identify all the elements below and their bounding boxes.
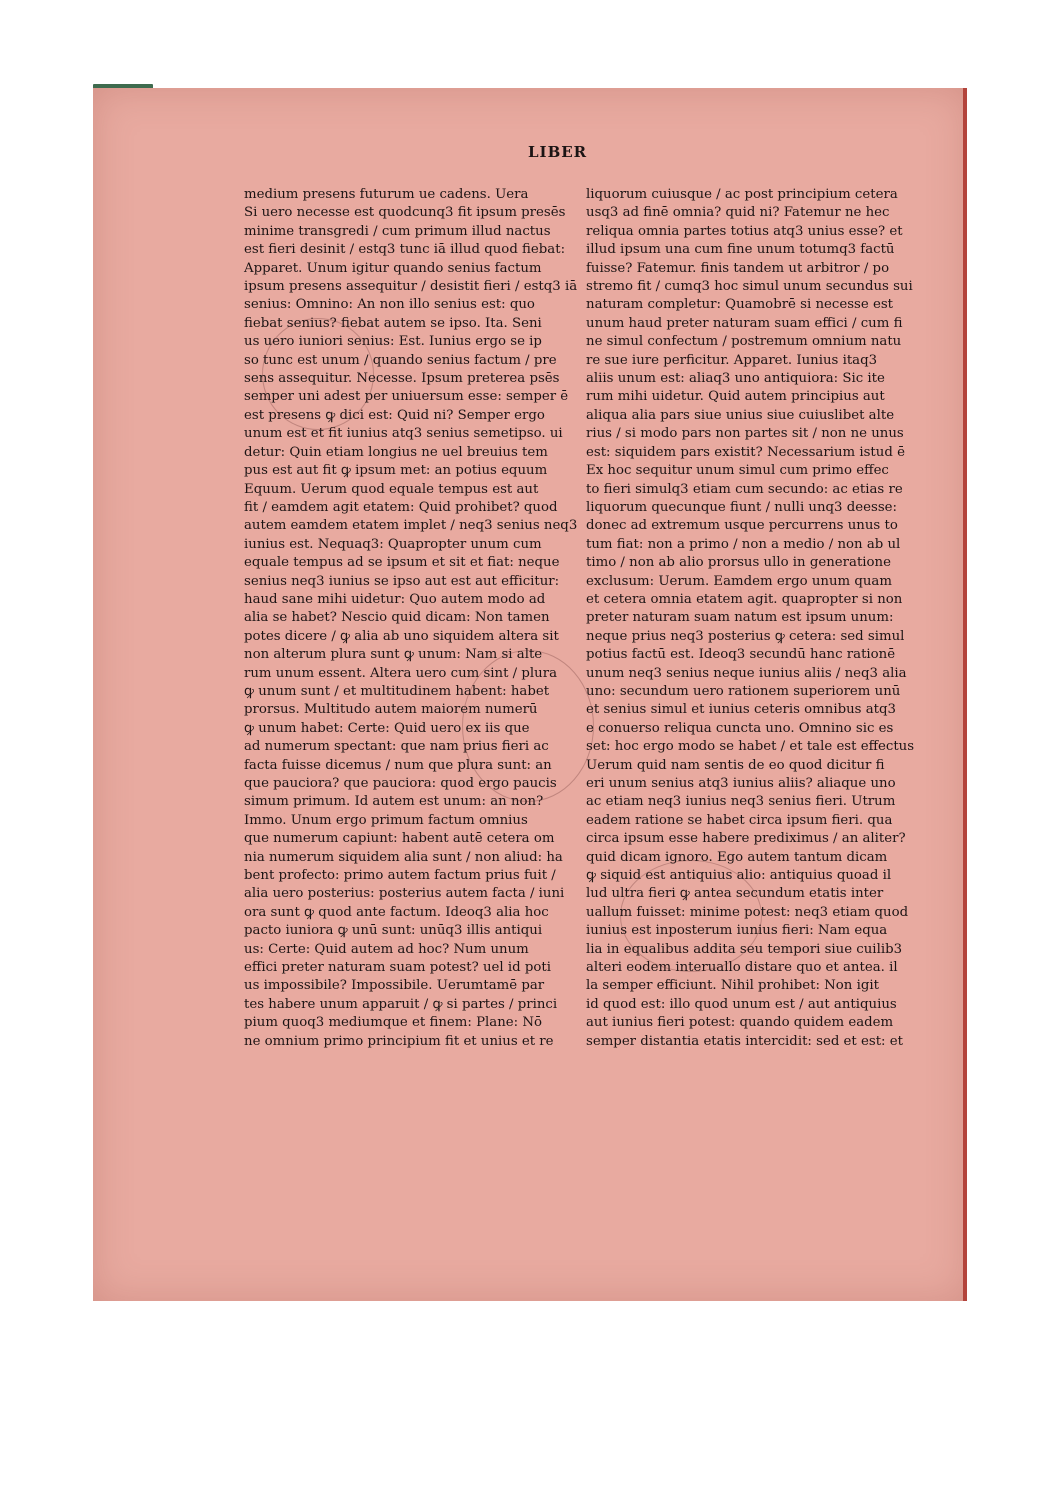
right-column-line: circa ipsum esse habere prediximus / an aliter?	[586, 831, 906, 847]
right-column-line: aut iunius fieri potest: quando quidem eadem	[586, 1015, 894, 1031]
right-column-line: lia in equalibus addita seu tempori siue cuilib3	[586, 941, 903, 957]
left-column-line: ora sunt ꝙ quod ante factum. Ideoq3 alia hoc	[244, 904, 549, 920]
right-column-line: ꝙ siquid est antiquius alio: antiquius quoad il	[586, 868, 892, 884]
right-column-line: quid dicam ignoro. Ego autem tantum dicam	[586, 849, 888, 865]
left-column-line: nia numerum siquidem alia sunt / non aliud: ha	[244, 849, 563, 865]
left-column-line: pacto iuniora ꝙ unū sunt: unūq3 illis antiqui	[244, 923, 543, 939]
right-column-line: exclusum: Uerum. Eamdem ergo unum quam	[586, 573, 892, 589]
left-column-line: semper uni adest per uniuersum esse: semper ē	[244, 389, 569, 405]
right-column-line: eadem ratione se habet circa ipsum fieri. qua	[586, 812, 893, 828]
left-column-line: us impossibile? Impossibile. Uerumtamē par	[244, 978, 545, 994]
right-column-line: unum neq3 senius neque iunius aliis / neq3 alia	[586, 665, 907, 681]
left-column-line: sens assequitur. Necesse. Ipsum preterea psēs	[244, 371, 560, 387]
left-column-line: est fieri desinit / estq3 tunc iā illud quod fiebat:	[244, 242, 566, 258]
right-column-line: timo / non ab alio prorsus ullo in generatione	[586, 555, 891, 571]
right-column-line: alteri eodem interuallo distare quo et antea. il	[586, 960, 898, 976]
running-head: LIBER	[528, 143, 588, 161]
left-column-line: ipsum presens assequitur / desistit fieri / estq3 iā	[244, 279, 578, 295]
left-column-line: haud sane mihi uidetur: Quo autem modo ad	[244, 591, 546, 607]
right-column-line: naturam completur: Quamobrē si necesse est	[586, 297, 893, 313]
left-column-line: us uero iuniori senius: Est. Iunius ergo se ip	[244, 334, 542, 350]
right-column-line: neque prius neq3 posterius ꝙ cetera: sed simul	[586, 628, 905, 644]
left-column-line: so tunc est unum / quando senius factum / pre	[244, 352, 557, 368]
left-column-line: senius: Omnino: An non illo senius est: quo	[244, 297, 535, 313]
library-stamp-center	[462, 650, 594, 802]
left-column-line: detur: Quin etiam longius ne uel breuius tem	[244, 444, 548, 460]
left-column-line: iunius est. Nequaq3: Quapropter unum cum	[244, 536, 542, 552]
left-column-line: potes dicere / ꝙ alia ab uno siquidem altera sit	[244, 628, 559, 644]
left-column-line: ne omnium primo principium fit et unius et re	[244, 1033, 554, 1049]
left-column-line: Apparet. Unum igitur quando senius factum	[244, 260, 542, 276]
right-column-line: rius / si modo pars non partes sit / non ne unus	[586, 426, 904, 442]
right-column-line: donec ad extremum usque percurrens unus to	[586, 518, 898, 534]
right-column-line: aliqua alia pars siue unius siue cuiuslibet alte	[586, 407, 895, 423]
left-column-line: que numerum capiunt: habent autē cetera om	[244, 831, 555, 847]
right-column-line: Uerum quid nam sentis de eo quod dicitur fi	[586, 757, 885, 773]
right-column-line: illud ipsum una cum fine unum totumq3 factū	[586, 242, 895, 258]
left-column-line: ꝙ unum habet: Certe: Quid uero ex iis que	[244, 720, 530, 736]
right-column-line: uallum fuisset: minime potest: neq3 etiam quod	[586, 904, 909, 920]
right-column-line: liquorum quecunque fiunt / nulli unq3 deesse:	[586, 499, 897, 515]
right-column-line: usq3 ad finē omnia? quid ni? Fatemur ne hec	[586, 205, 890, 221]
left-column-line: prorsus. Multitudo autem maiorem numerū	[244, 702, 538, 718]
right-column-line: to fieri simulq3 etiam cum secundo: ac etias re	[586, 481, 903, 497]
right-column-line: eri unum senius atq3 iunius aliis? aliaque uno	[586, 776, 896, 791]
right-column-line: set: hoc ergo modo se habet / et tale est effectus	[586, 739, 915, 755]
right-column-line: reliqua omnia partes totius atq3 unius esse? et	[586, 223, 903, 239]
left-column-line: fit / eamdem agit etatem: Quid prohibet? quod	[244, 499, 558, 515]
right-column-line: est: siquidem pars existit? Necessarium istud ē	[586, 444, 905, 460]
right-column-line: rum mihi uidetur. Quid autem principius aut	[586, 389, 885, 405]
right-column-line: preter naturam suam natum est ipsum unum:	[586, 610, 894, 626]
left-column-line: tes habere unum apparuit / ꝙ si partes / princi	[244, 996, 558, 1012]
left-column-line: medium presens futurum ue cadens. Uera	[244, 187, 529, 202]
right-column-line: aliis unum est: aliaq3 uno antiquiora: Sic ite	[586, 371, 885, 387]
left-column-line: non alterum plura sunt ꝙ unum: Nam si alte	[244, 647, 543, 663]
page-edge-red	[963, 88, 967, 1301]
left-column-line: pium quoq3 mediumque et finem: Plane: Nō	[244, 1015, 542, 1031]
right-column-line: uno: secundum uero rationem superiorem unū	[586, 683, 901, 699]
right-column-line: la semper efficiunt. Nihil prohibet: Non igit	[586, 978, 879, 994]
left-column-line: equale tempus ad se ipsum et sit et fiat: neque	[244, 555, 560, 571]
library-stamp-left	[262, 318, 374, 430]
left-column-line: simum primum. Id autem est unum: an non?	[244, 794, 544, 810]
right-column-line: ac etiam neq3 iunius neq3 senius fieri. Utrum	[586, 794, 896, 810]
left-column-line: Si uero necesse est quodcunq3 fit ipsum presēs	[244, 205, 566, 221]
left-column-line: unum est et fit iunius atq3 senius semetipso. ui	[244, 426, 563, 442]
left-text-column	[244, 186, 578, 1051]
left-column-line: bent profecto: primo autem factum prius fuit /	[244, 868, 556, 884]
left-column-line: alia se habet? Nescio quid dicam: Non tamen	[244, 610, 550, 626]
left-column-line: que pauciora? que pauciora: quod ergo paucis	[244, 776, 557, 791]
right-column-line: iunius est inposterum iunius fieri: Nam equa	[586, 923, 888, 939]
left-column-line: senius neq3 iunius se ipso aut est aut efficitur:	[244, 573, 560, 589]
left-column-line: Equum. Uerum quod equale tempus est aut	[244, 481, 539, 497]
left-column-line: alia uero posterius: posterius autem facta / iuni	[244, 886, 565, 902]
left-column-line: autem eamdem etatem implet / neq3 senius neq3	[244, 518, 578, 534]
left-column-line: pus est aut fit ꝙ ipsum met: an potius equum	[244, 463, 548, 479]
right-column-line: id quod est: illo quod unum est / aut antiquius	[586, 996, 897, 1012]
right-column-line: tum fiat: non a primo / non a medio / non ab ul	[586, 536, 901, 552]
right-column-line: liquorum cuiusque / ac post principium cetera	[586, 187, 898, 202]
right-column-line: et senius simul et iunius ceteris omnibus atq3	[586, 702, 896, 718]
right-column-line: lud ultra fieri ꝙ antea secundum etatis inter	[586, 886, 884, 902]
left-column-line: ꝙ unum sunt / et multitudinem habent: habet	[244, 683, 550, 699]
right-column-line: et cetera omnia etatem agit. quapropter si non	[586, 591, 903, 607]
left-column-line: effici preter naturam suam potest? uel id poti	[244, 960, 551, 976]
right-column-line: unum haud preter naturam suam effici / cum fi	[586, 315, 903, 331]
left-column-line: facta fuisse dicemus / num que plura sunt: an	[244, 757, 552, 773]
right-column-line: potius factū est. Ideoq3 secundū hanc rationē	[586, 647, 896, 663]
right-column-line: stremo fit / cumq3 hoc simul unum secundus sui	[586, 279, 913, 295]
left-column-line: minime transgredi / cum primum illud nactus	[244, 223, 551, 239]
left-column-line: ad numerum spectant: que nam prius fieri ac	[244, 739, 549, 755]
left-column-line: Immo. Unum ergo primum factum omnius	[244, 812, 528, 828]
right-column-line: e conuerso reliqua cuncta uno. Omnino sic es	[586, 720, 894, 736]
left-column-line: rum unum essent. Altera uero cum sint / plura	[244, 665, 558, 681]
right-column-line: semper distantia etatis intercidit: sed et est: et	[586, 1033, 903, 1049]
library-stamp-right	[620, 860, 762, 972]
right-column-line: ne simul confectum / postremum omnium natu	[586, 334, 902, 350]
left-column-line: us: Certe: Quid autem ad hoc? Num unum	[244, 941, 529, 957]
left-column-line: est presens ꝙ dici est: Quid ni? Semper ergo	[244, 407, 545, 423]
right-column-line: Ex hoc sequitur unum simul cum primo effec	[586, 463, 889, 479]
right-column-line: fuisse? Fatemur. finis tandem ut arbitror / po	[586, 260, 890, 276]
left-column-line: fiebat senius? fiebat autem se ipso. Ita. Seni	[244, 315, 542, 331]
right-column-line: re sue iure perficitur. Apparet. Iunius itaq3	[586, 352, 878, 368]
